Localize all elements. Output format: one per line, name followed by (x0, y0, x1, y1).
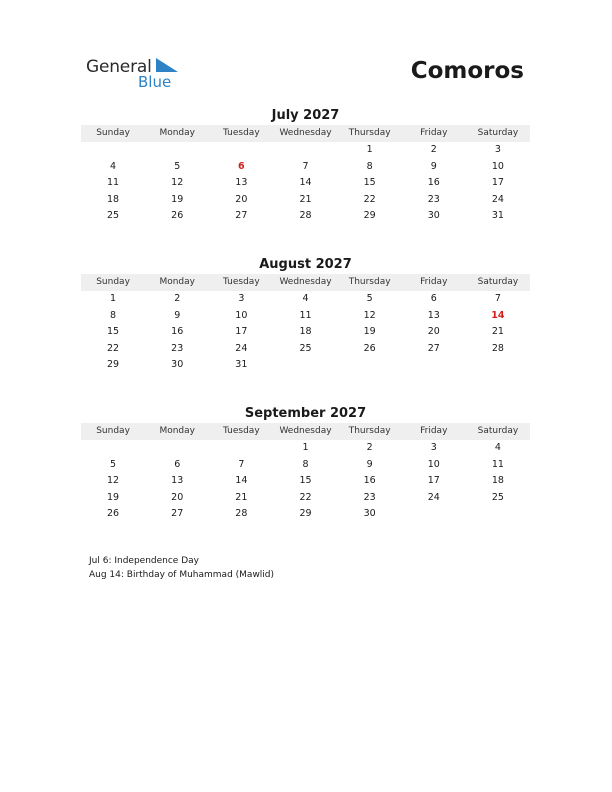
day-cell: 31 (235, 359, 248, 370)
day-cell: 17 (235, 326, 248, 337)
day-cell: 28 (299, 210, 312, 221)
day-cell: 5 (174, 160, 181, 172)
day-cell: 10 (491, 160, 504, 172)
weekday-label: Thursday (348, 277, 391, 287)
day-cell: 29 (363, 210, 376, 221)
day-cell: 15 (107, 326, 120, 337)
weekday-label: Monday (159, 426, 195, 436)
day-cell: 20 (235, 193, 248, 205)
day-cell: 26 (363, 342, 376, 354)
weekday-label: Saturday (477, 128, 519, 138)
day-cell: 13 (427, 309, 440, 321)
week-row (81, 506, 530, 523)
day-cell: 3 (430, 442, 437, 453)
weekday-label: Friday (420, 426, 448, 436)
day-cell: 13 (235, 177, 248, 188)
week-row (81, 473, 530, 490)
day-cell: 29 (107, 359, 120, 370)
day-cell: 16 (363, 475, 376, 486)
weekday-label: Wednesday (279, 426, 332, 436)
day-cell: 3 (238, 293, 245, 304)
day-cell: 6 (174, 458, 181, 470)
day-cell: 22 (299, 491, 312, 503)
weekday-header (81, 125, 530, 142)
day-cell: 11 (107, 177, 120, 188)
empty-day-cell (209, 142, 273, 159)
day-cell: 19 (363, 326, 376, 337)
day-cell: 8 (110, 309, 117, 321)
day-cell: 14 (235, 475, 248, 486)
day-cell: 20 (171, 491, 184, 503)
day-cell: 22 (363, 193, 376, 205)
day-cell: 5 (366, 293, 373, 304)
day-cell: 17 (427, 475, 440, 486)
day-cell: 4 (302, 293, 309, 304)
month-grid (81, 291, 530, 374)
weekday-label: Friday (420, 128, 448, 138)
day-cell: 28 (491, 342, 504, 354)
empty-day-cell (273, 357, 337, 374)
week-row (81, 341, 530, 358)
weekday-header (81, 274, 530, 291)
day-cell: 19 (171, 193, 184, 205)
weekday-label: Friday (420, 277, 448, 287)
day-cell: 4 (110, 160, 117, 172)
day-cell: 23 (171, 342, 184, 354)
week-row (81, 457, 530, 474)
day-cell: 29 (299, 508, 312, 519)
weekday-label: Saturday (477, 277, 519, 287)
empty-day-cell (273, 142, 337, 159)
day-cell: 1 (302, 442, 309, 453)
day-cell: 8 (302, 458, 309, 470)
day-cell: 18 (107, 193, 120, 205)
holiday-note: Jul 6: Independence Day (89, 556, 199, 566)
weekday-label: Monday (159, 128, 195, 138)
day-cell: 20 (427, 326, 440, 337)
day-cell: 21 (235, 491, 248, 503)
day-cell: 6 (430, 293, 437, 304)
day-cell: 24 (235, 342, 248, 354)
week-row (81, 308, 530, 325)
empty-day-cell (466, 357, 530, 374)
day-cell: 4 (494, 442, 501, 453)
week-row (81, 208, 530, 225)
month-grid (81, 440, 530, 523)
empty-day-cell (209, 440, 273, 457)
day-cell: 21 (299, 193, 312, 205)
day-cell: 15 (299, 475, 312, 486)
week-row (81, 324, 530, 341)
day-cell: 21 (491, 326, 504, 337)
day-cell: 27 (235, 210, 248, 221)
day-cell: 9 (174, 309, 181, 321)
holiday-note: Aug 14: Birthday of Muhammad (Mawlid) (89, 569, 275, 580)
day-cell: 27 (427, 342, 440, 354)
day-cell: 7 (238, 458, 245, 470)
day-cell: 9 (430, 160, 437, 172)
day-cell: 25 (107, 210, 120, 221)
day-cell: 30 (363, 508, 376, 519)
day-cell: 3 (494, 144, 501, 155)
country-title: Comoros (410, 58, 524, 84)
logo-flag-icon (156, 58, 178, 72)
month-block (81, 405, 530, 523)
day-cell: 7 (494, 293, 501, 304)
day-cell: 12 (107, 475, 120, 486)
day-cell: 10 (427, 458, 440, 470)
week-row (81, 440, 530, 457)
empty-day-cell (466, 506, 530, 523)
day-cell: 2 (366, 442, 373, 453)
weekday-label: Sunday (96, 277, 130, 287)
day-cell: 23 (363, 491, 376, 503)
logo-blue-text: Blue (138, 73, 172, 91)
logo-general-text: General (86, 57, 152, 77)
empty-day-cell (338, 357, 402, 374)
empty-day-cell (402, 506, 466, 523)
month-title: July 2027 (271, 108, 340, 123)
day-cell: 11 (299, 309, 312, 321)
empty-day-cell (81, 142, 145, 159)
day-cell: 18 (491, 475, 504, 486)
week-row (81, 357, 530, 374)
empty-day-cell (81, 440, 145, 457)
day-cell: 2 (430, 144, 437, 155)
month-block (81, 256, 530, 374)
day-cell: 2 (174, 293, 181, 304)
weekday-header (81, 423, 530, 440)
empty-day-cell (145, 440, 209, 457)
weekday-label: Wednesday (279, 277, 332, 287)
day-cell: 14 (491, 309, 505, 321)
weekday-label: Monday (159, 277, 195, 287)
day-cell: 10 (235, 309, 248, 321)
day-cell: 9 (366, 458, 373, 470)
day-cell: 12 (363, 309, 376, 321)
day-cell: 13 (171, 475, 184, 486)
day-cell: 18 (299, 326, 312, 337)
day-cell: 15 (363, 177, 376, 188)
week-row (81, 490, 530, 507)
weekday-label: Tuesday (223, 277, 260, 287)
day-cell: 26 (107, 508, 120, 519)
weekday-label: Saturday (477, 426, 519, 436)
day-cell: 28 (235, 508, 248, 519)
day-cell: 12 (171, 177, 184, 188)
week-row (81, 142, 530, 159)
month-block (81, 107, 530, 225)
day-cell: 1 (366, 144, 373, 155)
day-cell: 1 (110, 293, 117, 304)
month-title: September 2027 (244, 406, 367, 421)
day-cell: 30 (427, 210, 440, 221)
weekday-label: Thursday (348, 128, 391, 138)
day-cell: 5 (110, 458, 117, 470)
day-cell: 11 (491, 458, 504, 470)
empty-day-cell (402, 357, 466, 374)
day-cell: 6 (238, 160, 245, 172)
month-grid (81, 142, 530, 225)
weekday-label: Wednesday (279, 128, 332, 138)
day-cell: 22 (107, 342, 120, 354)
week-row (81, 175, 530, 192)
empty-day-cell (145, 142, 209, 159)
day-cell: 14 (299, 177, 312, 188)
day-cell: 24 (427, 491, 440, 503)
month-title: August 2027 (259, 257, 352, 272)
weekday-label: Thursday (348, 426, 391, 436)
day-cell: 30 (171, 359, 184, 370)
day-cell: 16 (427, 177, 440, 188)
weekday-label: Sunday (96, 128, 130, 138)
holiday-notes (89, 555, 274, 582)
week-row (81, 159, 530, 176)
day-cell: 25 (491, 491, 504, 503)
day-cell: 16 (171, 326, 184, 337)
weekday-label: Tuesday (223, 128, 260, 138)
weekday-label: Sunday (96, 426, 130, 436)
day-cell: 25 (299, 342, 312, 354)
week-row (81, 291, 530, 308)
day-cell: 31 (491, 210, 504, 221)
day-cell: 7 (302, 160, 309, 172)
day-cell: 24 (491, 193, 504, 205)
day-cell: 17 (491, 177, 504, 188)
generalblue-logo (86, 55, 186, 93)
weekday-label: Tuesday (223, 426, 260, 436)
week-row (81, 192, 530, 209)
day-cell: 26 (171, 210, 184, 221)
day-cell: 27 (171, 508, 184, 519)
day-cell: 8 (366, 160, 373, 172)
day-cell: 19 (107, 491, 120, 503)
day-cell: 23 (427, 193, 440, 205)
